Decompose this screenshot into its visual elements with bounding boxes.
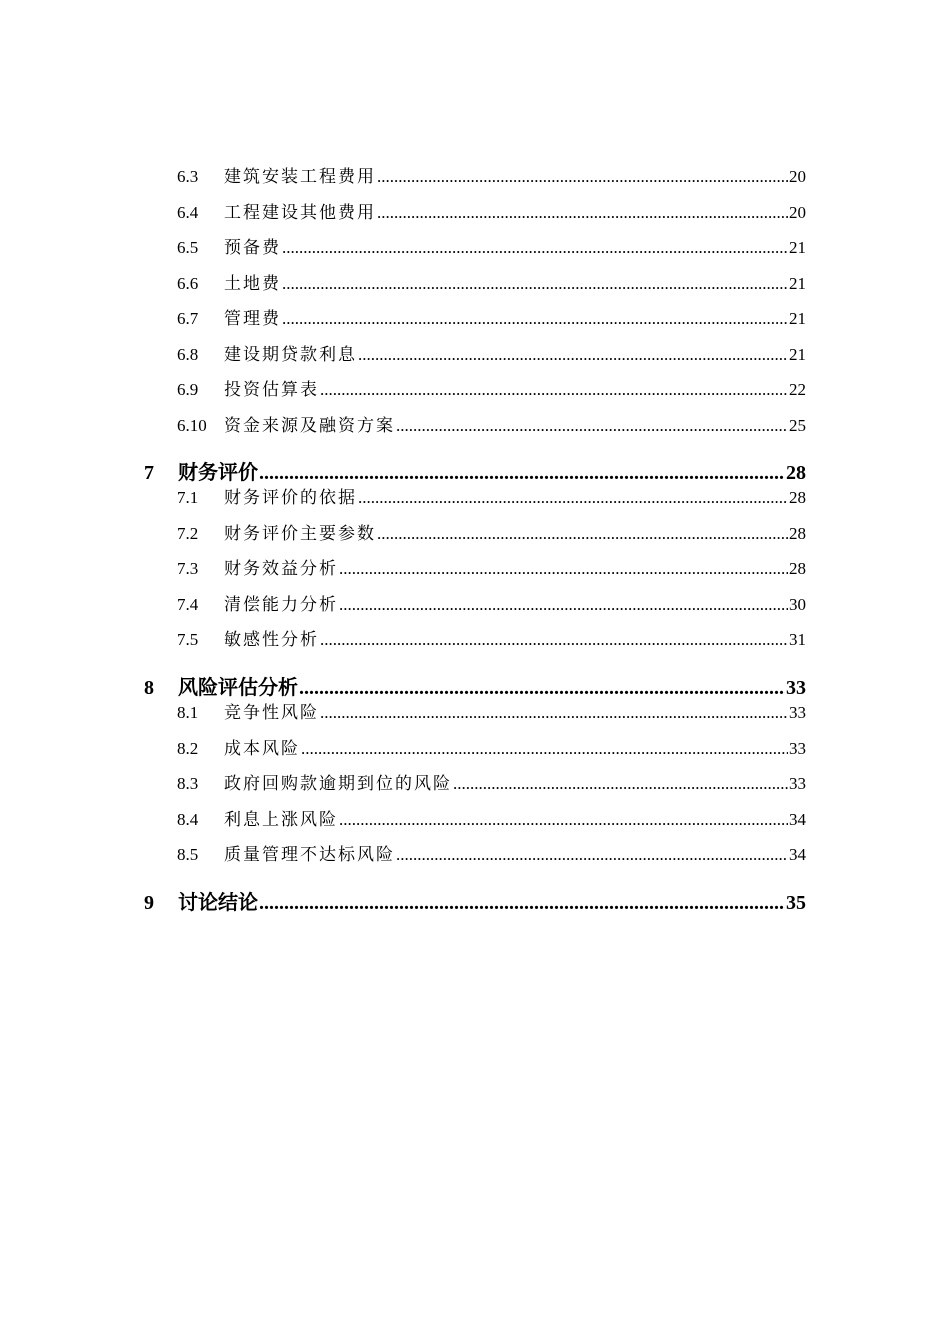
dot-leader [282, 271, 788, 297]
toc-entry-7-1[interactable] [177, 485, 806, 511]
toc-entry-page: 33 [789, 739, 806, 758]
toc-entry-number: 6.4 [177, 203, 199, 222]
toc-entry-page: 34 [789, 810, 806, 829]
dot-leader [339, 592, 788, 618]
toc-entry-title: 财务效益分析 [224, 559, 338, 578]
dot-leader [301, 736, 788, 762]
toc-entry-page: 30 [789, 595, 806, 614]
toc-chapter-title: 讨论结论 [178, 892, 258, 914]
toc-chapter-8[interactable] [144, 675, 806, 701]
dot-leader [282, 235, 788, 261]
toc-entry-title: 资金来源及融资方案 [224, 416, 395, 435]
toc-chapter-9[interactable] [144, 890, 806, 916]
toc-entry-page: 21 [789, 309, 806, 328]
toc-entry-title: 建设期贷款利息 [224, 345, 357, 364]
toc-entry-page: 25 [789, 416, 806, 435]
toc-entry-6-7[interactable] [177, 306, 806, 332]
toc-entry-title: 土地费 [224, 274, 281, 293]
toc-entry-page: 28 [789, 559, 806, 578]
dot-leader [396, 842, 788, 868]
toc-entry-6-9[interactable] [177, 377, 806, 403]
dot-leader [396, 413, 788, 439]
toc-entry-title: 投资估算表 [224, 380, 319, 399]
dot-leader [259, 460, 785, 486]
toc-entry-number: 8.1 [177, 703, 199, 722]
toc-entry-page: 21 [789, 345, 806, 364]
toc-entry-7-3[interactable] [177, 556, 806, 582]
toc-entry-title: 敏感性分析 [224, 630, 319, 649]
toc-entry-number: 6.3 [177, 167, 199, 186]
dot-leader [320, 627, 788, 653]
toc-entry-number: 7.3 [177, 559, 199, 578]
toc-entry-6-8[interactable] [177, 342, 806, 368]
toc-entry-number: 6.6 [177, 274, 199, 293]
dot-leader [453, 771, 788, 797]
toc-entry-number: 6.9 [177, 380, 199, 399]
toc-entry-6-5[interactable] [177, 235, 806, 261]
toc-entry-page: 20 [789, 167, 806, 186]
toc-entry-page: 21 [789, 274, 806, 293]
toc-entry-6-3[interactable] [177, 164, 806, 190]
toc-entry-number: 6.8 [177, 345, 199, 364]
toc-entry-number: 8.4 [177, 810, 199, 829]
toc-entry-title: 建筑安装工程费用 [224, 167, 376, 186]
toc-entry-page: 33 [789, 703, 806, 722]
toc-entry-title: 竞争性风险 [224, 703, 319, 722]
toc-entry-number: 7.1 [177, 488, 199, 507]
toc-entry-page: 28 [789, 488, 806, 507]
dot-leader [339, 556, 788, 582]
toc-entry-page: 20 [789, 203, 806, 222]
toc-entry-number: 7.5 [177, 630, 199, 649]
toc-entry-6-6[interactable] [177, 271, 806, 297]
toc-entry-7-5[interactable] [177, 627, 806, 653]
dot-leader [282, 306, 788, 332]
dot-leader [358, 485, 788, 511]
toc-entry-number: 6.7 [177, 309, 199, 328]
toc-chapter-7[interactable] [144, 460, 806, 486]
toc-entry-title: 成本风险 [224, 739, 300, 758]
toc-entry-page: 34 [789, 845, 806, 864]
toc-entry-7-4[interactable] [177, 592, 806, 618]
toc-entry-title: 清偿能力分析 [224, 595, 338, 614]
toc-entry-number: 8.3 [177, 774, 199, 793]
dot-leader [320, 377, 788, 403]
dot-leader [320, 700, 788, 726]
toc-entry-number: 8.5 [177, 845, 199, 864]
toc-entry-page: 33 [789, 774, 806, 793]
dot-leader [299, 675, 785, 701]
toc-chapter-page: 33 [786, 677, 806, 699]
dot-leader [259, 890, 785, 916]
toc-entry-number: 7.4 [177, 595, 199, 614]
toc-entry-page: 21 [789, 238, 806, 257]
toc-entry-number: 6.10 [177, 416, 207, 435]
toc-entry-title: 财务评价主要参数 [224, 524, 376, 543]
dot-leader [377, 164, 788, 190]
toc-entry-page: 31 [789, 630, 806, 649]
toc-chapter-title: 财务评价 [178, 462, 258, 484]
dot-leader [377, 521, 788, 547]
toc-entry-number: 8.2 [177, 739, 199, 758]
toc-entry-title: 政府回购款逾期到位的风险 [224, 774, 452, 793]
toc-chapter-number: 9 [144, 892, 154, 914]
toc-entry-6-10[interactable] [177, 413, 806, 439]
dot-leader [377, 200, 788, 226]
toc-entry-page: 22 [789, 380, 806, 399]
toc-entry-7-2[interactable] [177, 521, 806, 547]
dot-leader [358, 342, 788, 368]
toc-chapter-number: 7 [144, 462, 154, 484]
toc-entry-6-4[interactable] [177, 200, 806, 226]
toc-entry-8-4[interactable] [177, 807, 806, 833]
toc-entry-8-3[interactable] [177, 771, 806, 797]
toc-entry-page: 28 [789, 524, 806, 543]
toc-entry-title: 工程建设其他费用 [224, 203, 376, 222]
toc-chapter-page: 28 [786, 462, 806, 484]
toc-chapter-number: 8 [144, 677, 154, 699]
toc-entry-number: 7.2 [177, 524, 199, 543]
toc-entry-number: 6.5 [177, 238, 199, 257]
toc-chapter-page: 35 [786, 892, 806, 914]
toc-entry-title: 预备费 [224, 238, 281, 257]
toc-entry-title: 质量管理不达标风险 [224, 845, 395, 864]
toc-entry-8-5[interactable] [177, 842, 806, 868]
toc-entry-8-2[interactable] [177, 736, 806, 762]
toc-entry-title: 利息上涨风险 [224, 810, 338, 829]
toc-entry-title: 管理费 [224, 309, 281, 328]
toc-entry-title: 财务评价的依据 [224, 488, 357, 507]
dot-leader [339, 807, 788, 833]
toc-chapter-title: 风险评估分析 [178, 677, 298, 699]
toc-entry-8-1[interactable] [177, 700, 806, 726]
